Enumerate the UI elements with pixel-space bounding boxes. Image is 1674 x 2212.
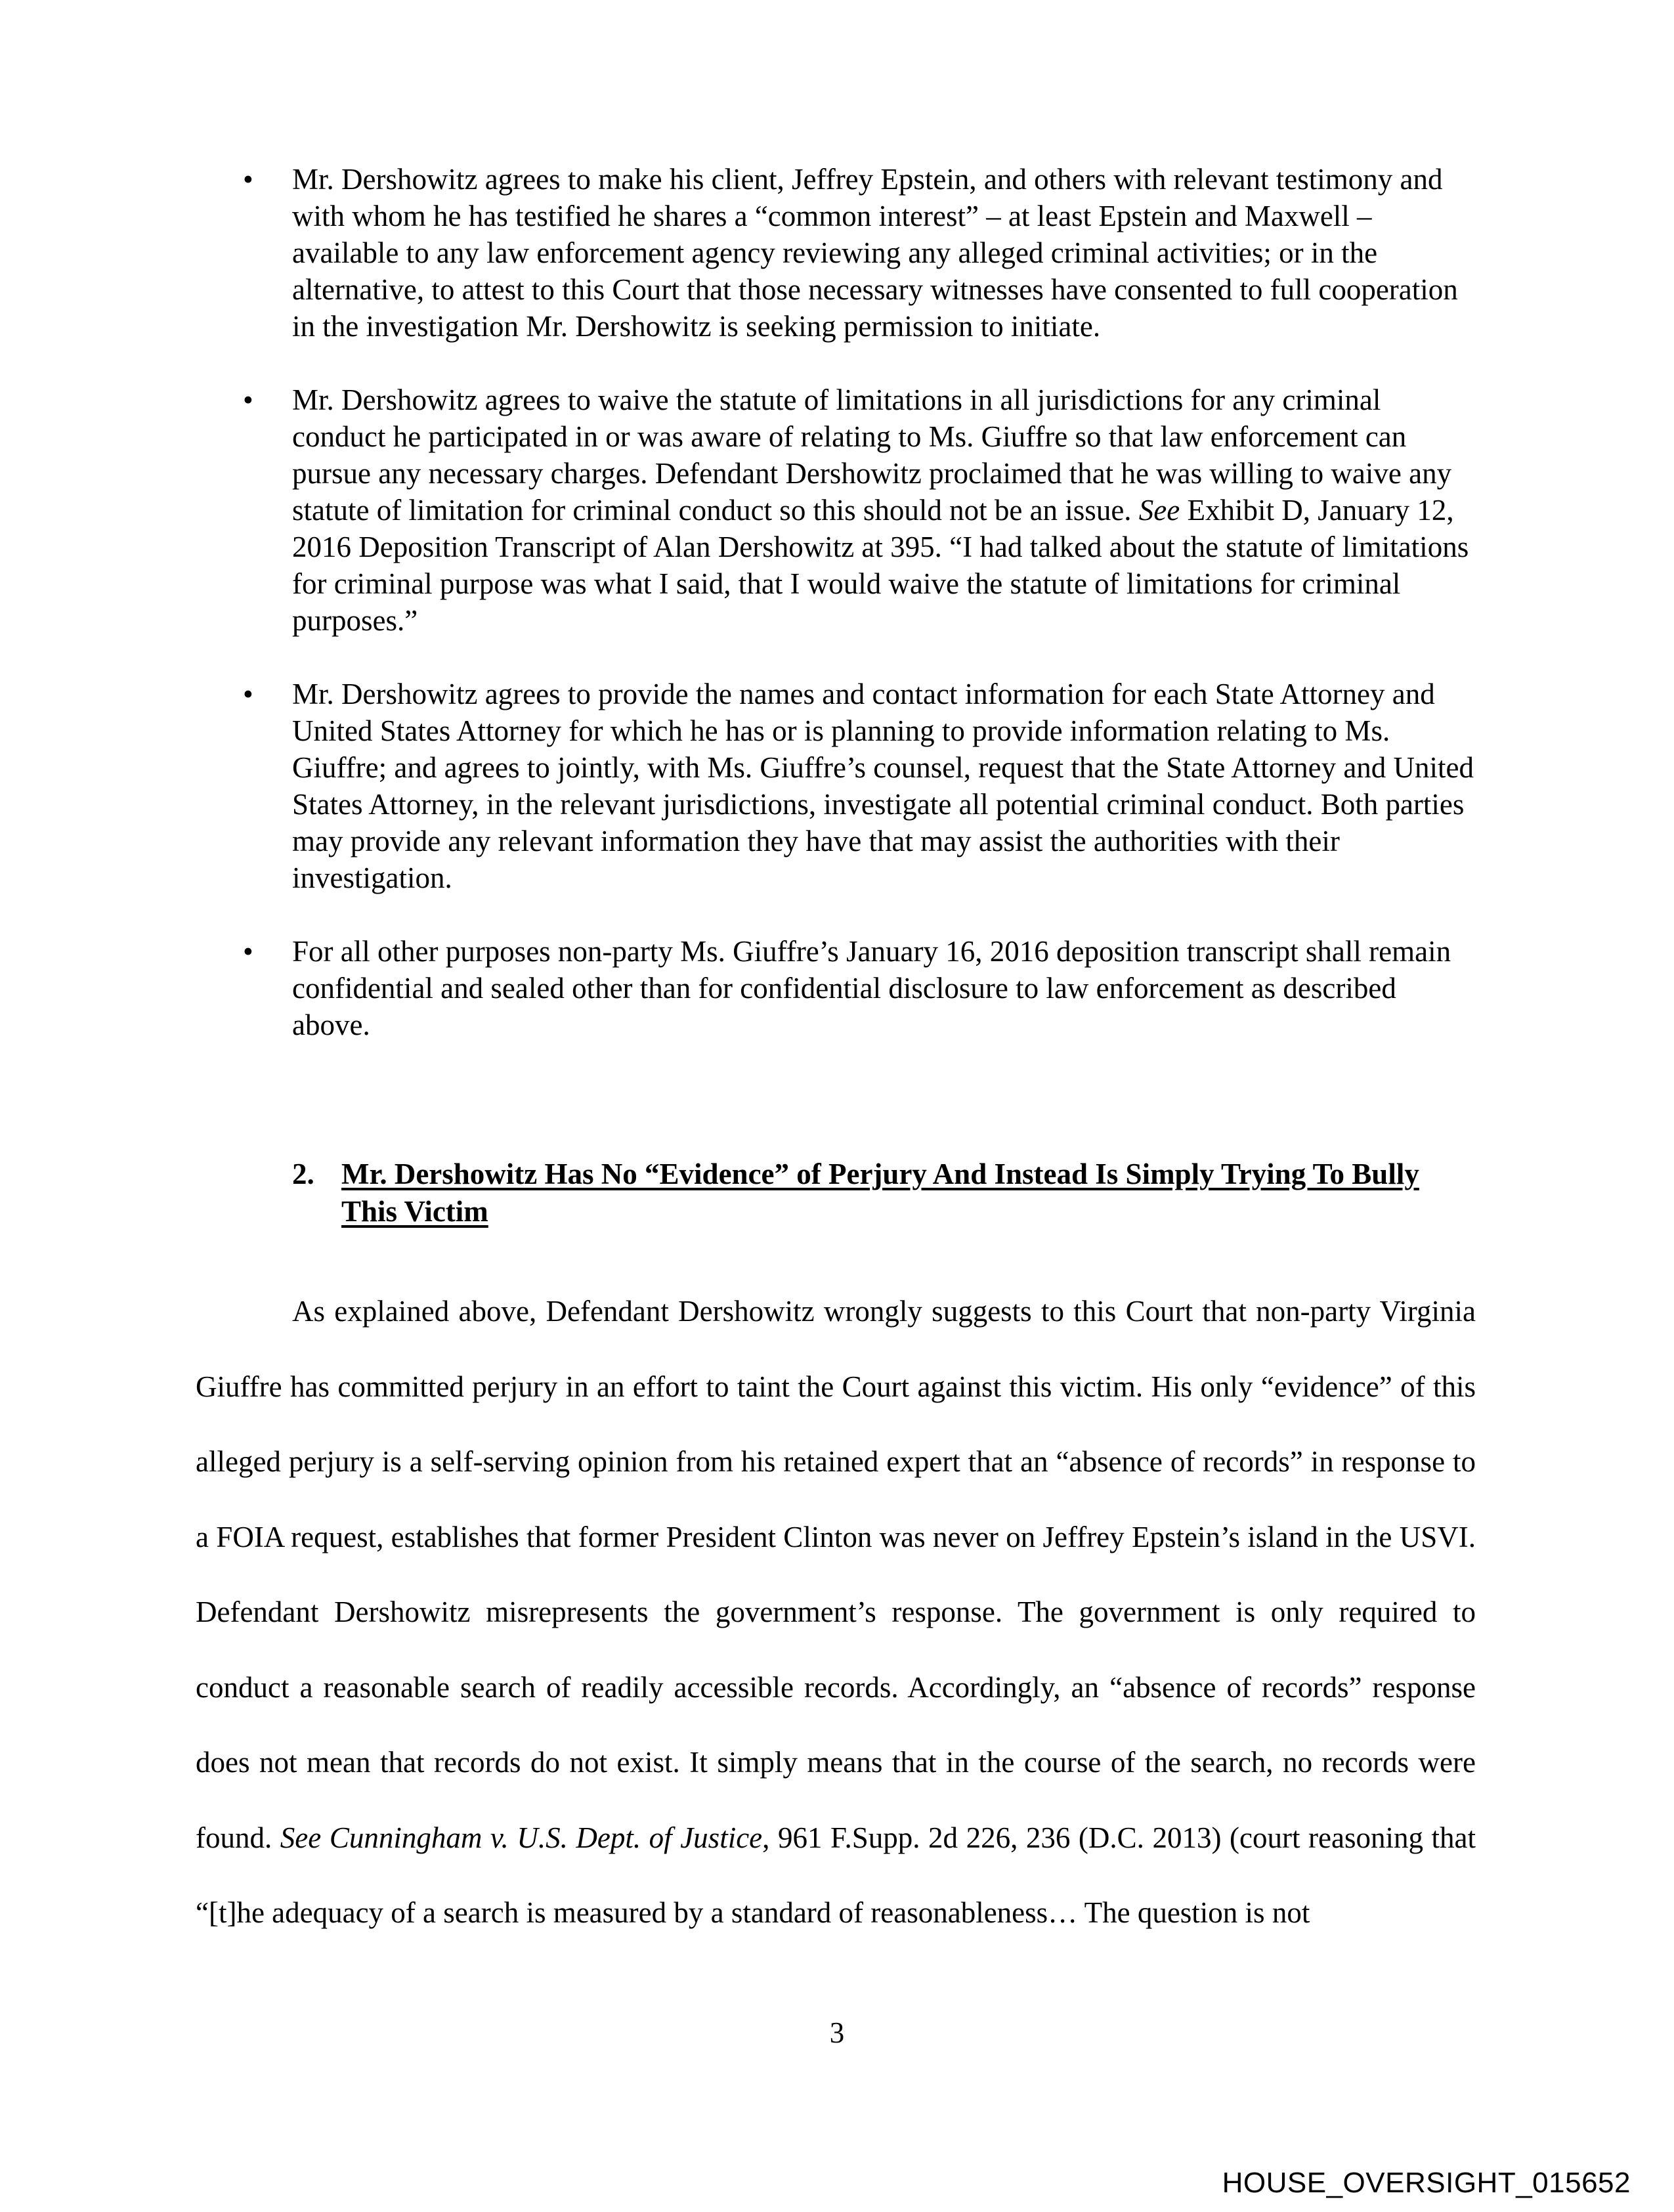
bullet-marker-icon: • [243, 163, 253, 196]
bullet-item-make-witnesses-available [243, 161, 1477, 345]
bullet-item-confidentiality [243, 933, 1477, 1043]
bullet-text: Mr. Dershowitz agrees to provide the names and contact information for each State Attorney and United States Attorney for which he has or is planning to provide information relating to Ms. Giuffre; and agrees to jointly, with Ms. Giuffre’s counsel, request that the State Attorney and United States Attorney, in the relevant jurisdictions, investigate all potential criminal conduct. Both parties may provide any relevant information they have that may assist the authorities with their investigation. [292, 678, 1474, 894]
bullet-text: Mr. Dershowitz agrees to make his client, Jeffrey Epstein, and others with relevant testimony and with whom he has testified he shares a “common interest” – at least Epstein and Maxwell – available to any law enforcement agency reviewing any alleged criminal activities; or in the alternative, to attest to this Court that those necessary witnesses have consented to full cooperation in the investigation Mr. Dershowitz is seeking permission to initiate. [292, 163, 1458, 343]
section-number: 2. [292, 1158, 314, 1190]
bullet-text-part: Mr. Dershowitz agrees to waive the statute of limitations in all jurisdictions for any criminal conduct he participated in or was aware of relating to Ms. Giuffre so that law enforcement can pursue any necessary charges. Defendant Dershowitz proclaimed that he was willing to waive any statute of limitation for criminal conduct so this should not be an issue. [292, 383, 1452, 527]
case-name: Cunningham v. U.S. Dept. of Justice [329, 1821, 763, 1854]
citation-signal: See [280, 1821, 322, 1854]
section-title: Mr. Dershowitz Has No “Evidence” of Perjury And Instead Is Simply Trying To Bully This Victim [341, 1158, 1419, 1228]
bates-number: HOUSE_OVERSIGHT_015652 [1222, 2167, 1631, 2199]
bullet-item-provide-contacts [243, 676, 1477, 896]
bullet-text: For all other purposes non-party Ms. Giuffre’s January 16, 2016 deposition transcript shall remain confidential and sealed other than for confidential disclosure to law enforcement as described above. [292, 935, 1451, 1041]
spacer [321, 1821, 330, 1854]
section-heading [292, 1156, 1480, 1230]
bullet-list [243, 161, 1477, 1080]
bullet-text [292, 381, 1477, 639]
body-text: , 961 F.Supp. 2d 226, 236 (D.C. 2013) (court reasoning that “[t]he adequacy of a search is measured by a standard of reasonableness… The question is not [196, 1821, 1476, 1929]
bullet-item-waive-statute [243, 381, 1477, 639]
bullet-marker-icon: • [243, 935, 253, 968]
page-number: 3 [829, 2016, 845, 2049]
body-text: As explained above, Defendant Dershowitz wrongly suggests to this Court that non-party Virginia Giuffre has committed perjury in an effort to taint the Court against this victim. His only “evidence” of this alleged perjury is a self-serving opinion from his retained expert that an “absence of records” in response to a FOIA request, establishes that former President Clinton was never on Jeffrey Epstein’s island in the USVI. Defendant Dershowitz misrepresents the government’s response. The government is only required to conduct a reasonable search of readily accessible records. Accordingly, an “absence of records” response does not mean that records do not exist. It simply means that in the course of the search, no records were found. [196, 1295, 1476, 1854]
citation-signal: See [1138, 494, 1180, 527]
body-paragraph [196, 1274, 1476, 1951]
bullet-marker-icon: • [243, 383, 253, 416]
bullet-text-part: Exhibit D, January 12, 2016 Deposition Transcript of Alan Dershowitz at 395. “I had talked about the statute of limitations for criminal purpose was what I said, that I would waive the statute of limitations for criminal purposes.” [292, 494, 1469, 637]
bullet-marker-icon: • [243, 678, 253, 710]
